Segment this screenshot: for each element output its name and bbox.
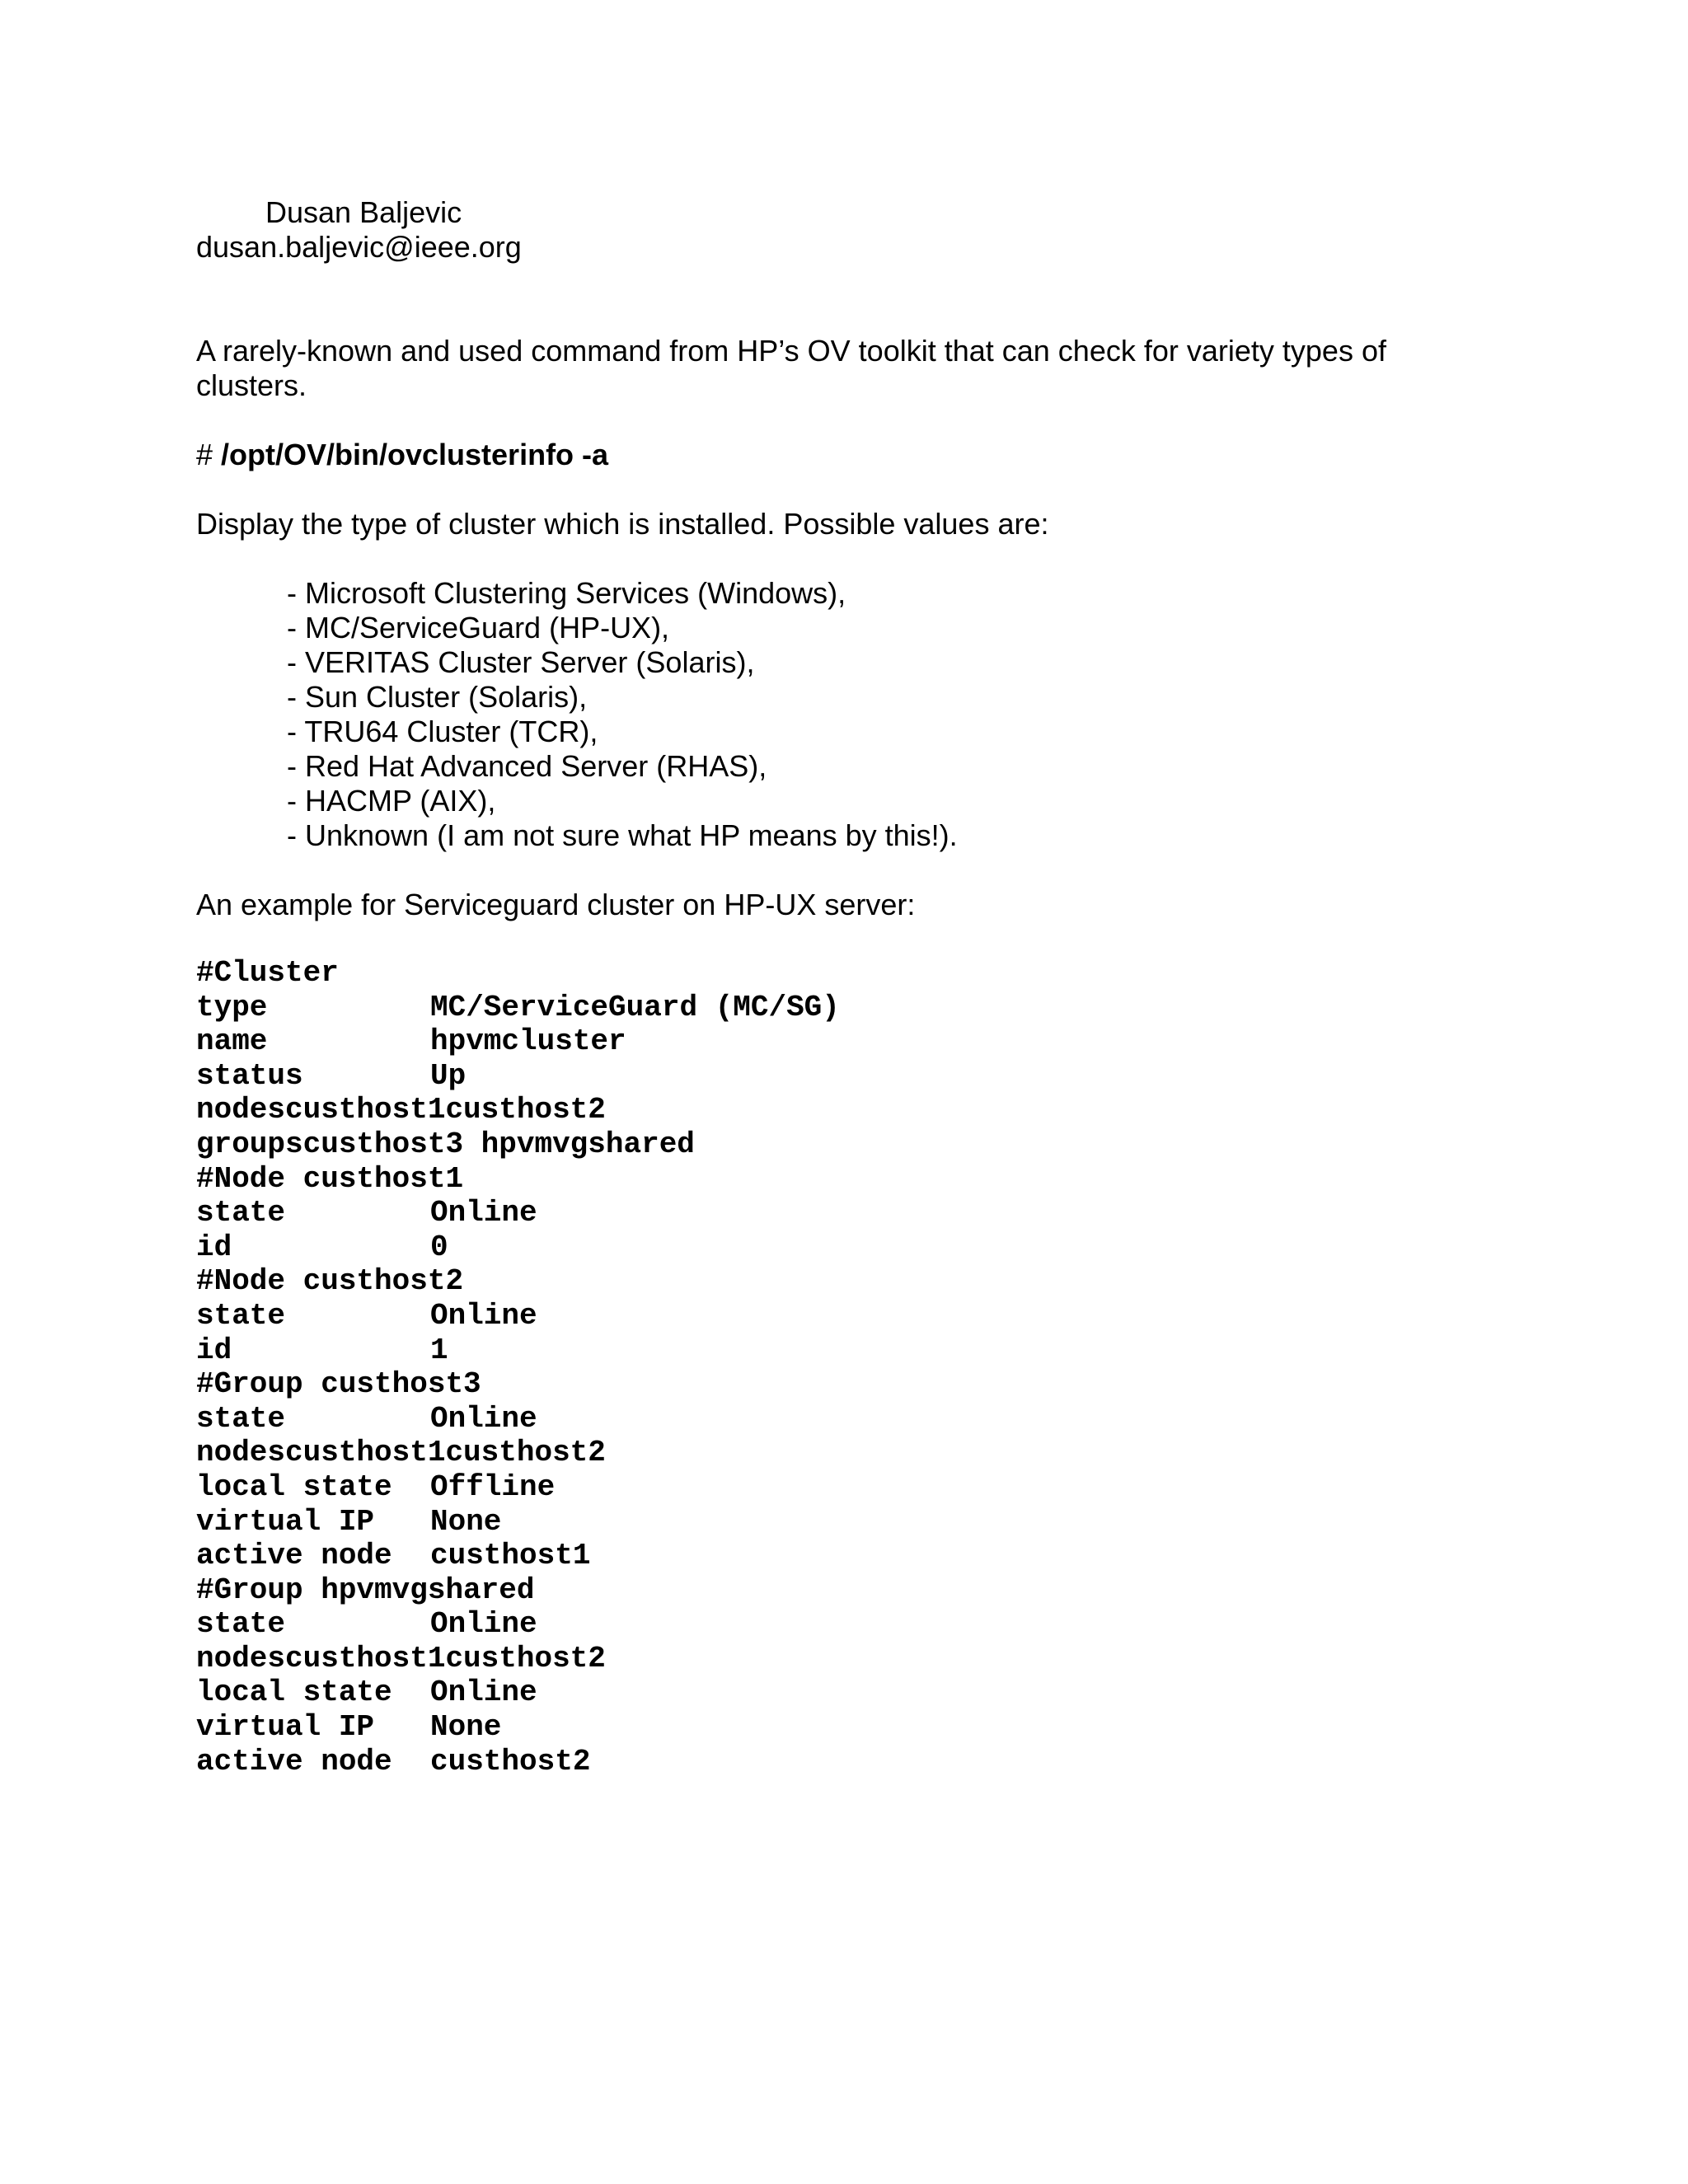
author-email: dusan.baljevic@ieee.org bbox=[196, 230, 522, 264]
output-key: name bbox=[196, 1024, 268, 1059]
output-value: Online bbox=[430, 1401, 537, 1436]
output-row bbox=[196, 1539, 840, 1573]
output-value: MC/ServiceGuard (MC/SG) bbox=[430, 990, 840, 1024]
output-row bbox=[196, 1607, 840, 1642]
output-value: None bbox=[430, 1710, 502, 1745]
output-key: virtual IP bbox=[196, 1710, 375, 1745]
output-row bbox=[196, 991, 840, 1025]
output-row bbox=[196, 1196, 840, 1230]
output-key: local state bbox=[196, 1469, 392, 1504]
list-item: - VERITAS Cluster Server (Solaris), bbox=[287, 645, 755, 679]
author-block bbox=[196, 195, 522, 265]
list-item: - Red Hat Advanced Server (RHAS), bbox=[287, 749, 767, 783]
output-value: Online bbox=[430, 1298, 537, 1333]
output-key: status bbox=[196, 1058, 303, 1093]
list-item: - HACMP (AIX), bbox=[287, 784, 496, 818]
list-item: - Microsoft Clustering Services (Windows), bbox=[287, 576, 846, 610]
cluster-type-list bbox=[287, 576, 958, 853]
output-key: active node bbox=[196, 1744, 392, 1779]
list-item: - MC/ServiceGuard (HP-UX), bbox=[287, 611, 670, 644]
output-value: Offline bbox=[430, 1469, 556, 1504]
output-key: type bbox=[196, 990, 268, 1024]
output-line: nodescusthost1custhost2 bbox=[196, 1436, 606, 1470]
output-key: state bbox=[196, 1196, 286, 1230]
output-heading-cluster: #Cluster bbox=[196, 956, 339, 990]
command-text: /opt/OV/bin/ovclusterinfo -a bbox=[221, 438, 609, 471]
command-line bbox=[196, 438, 608, 472]
output-heading-node2: #Node custhost2 bbox=[196, 1264, 464, 1299]
output-row bbox=[196, 1059, 840, 1094]
output-row bbox=[196, 1024, 840, 1059]
output-row bbox=[196, 1675, 840, 1710]
output-line: nodescusthost1custhost2 bbox=[196, 1641, 606, 1675]
output-value: Up bbox=[430, 1058, 467, 1093]
output-key: id bbox=[196, 1333, 232, 1367]
output-row bbox=[196, 1745, 840, 1779]
output-key: state bbox=[196, 1607, 286, 1642]
output-value: None bbox=[430, 1504, 502, 1539]
output-value: 1 bbox=[430, 1333, 448, 1367]
list-item: - TRU64 Cluster (TCR), bbox=[287, 715, 598, 748]
output-key: virtual IP bbox=[196, 1504, 375, 1539]
output-row bbox=[196, 1333, 840, 1368]
intro-paragraph: A rarely-known and used command from HP’s OV toolkit that can check for variety types of clusters. bbox=[196, 334, 1386, 402]
output-key: state bbox=[196, 1401, 286, 1436]
list-item: - Unknown (I am not sure what HP means by this!). bbox=[287, 818, 958, 852]
command-prompt: # bbox=[196, 438, 222, 471]
output-row bbox=[196, 1402, 840, 1436]
output-row bbox=[196, 1710, 840, 1745]
output-value: Online bbox=[430, 1607, 537, 1642]
output-row bbox=[196, 1299, 840, 1333]
output-key: local state bbox=[196, 1675, 392, 1710]
output-value: custhost2 bbox=[430, 1744, 591, 1779]
output-row bbox=[196, 1230, 840, 1265]
author-name: Dusan Baljevic bbox=[265, 195, 462, 229]
command-output bbox=[196, 956, 840, 1779]
output-heading-group1: #Group custhost3 bbox=[196, 1367, 481, 1402]
output-heading-group2: #Group hpvmvgshared bbox=[196, 1572, 535, 1607]
output-row bbox=[196, 1470, 840, 1505]
output-value: custhost1 bbox=[430, 1539, 591, 1573]
output-value: 0 bbox=[430, 1230, 448, 1264]
list-item: - Sun Cluster (Solaris), bbox=[287, 680, 588, 714]
output-key: id bbox=[196, 1230, 232, 1264]
output-value: hpvmcluster bbox=[430, 1024, 626, 1059]
output-row bbox=[196, 1505, 840, 1540]
output-heading-node1: #Node custhost1 bbox=[196, 1161, 464, 1196]
output-value: Online bbox=[430, 1675, 537, 1710]
output-line: groupscusthost3 hpvmvgshared bbox=[196, 1127, 695, 1161]
display-description: Display the type of cluster which is installed. Possible values are: bbox=[196, 507, 1049, 541]
example-description: An example for Serviceguard cluster on HP-UX server: bbox=[196, 888, 916, 921]
output-value: Online bbox=[430, 1196, 537, 1230]
output-key: state bbox=[196, 1298, 286, 1333]
output-key: active node bbox=[196, 1539, 392, 1573]
output-line: nodescusthost1custhost2 bbox=[196, 1093, 606, 1127]
